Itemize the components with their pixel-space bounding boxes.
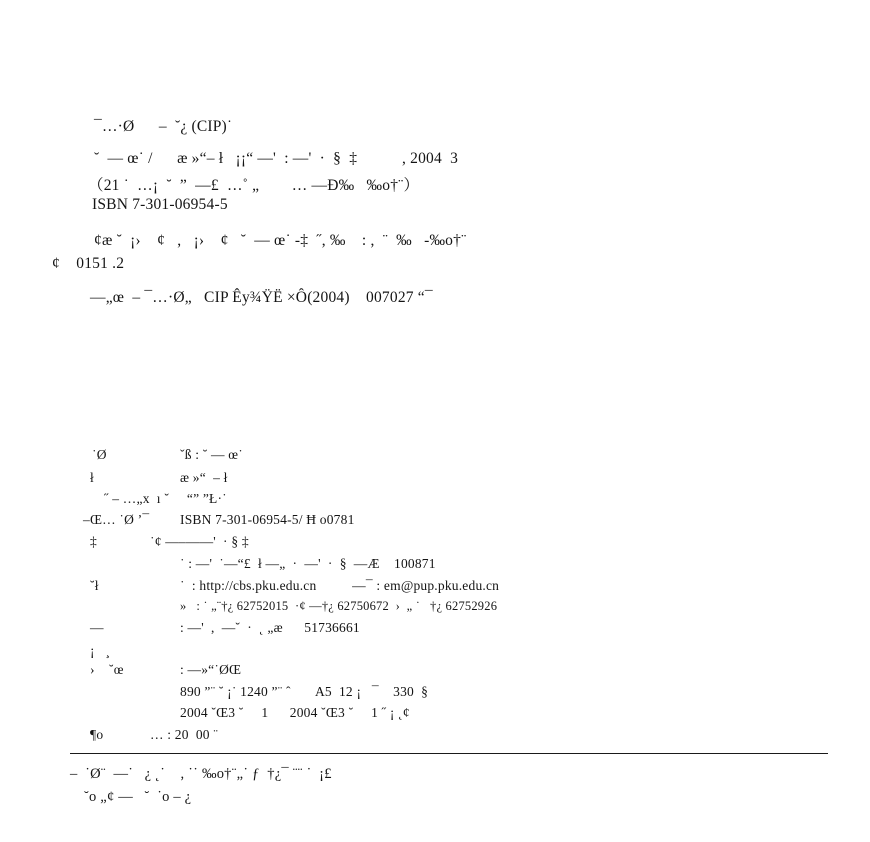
cip-isbn: ISBN 7-301-06954-5 (92, 196, 228, 213)
colophon-label: ˘ł (90, 578, 99, 593)
colophon-value-phones: » : ˙ „¨†¿ 62752015 ·¢ —†¿ 62750672 › „ ˙ †¿ 62752926 (180, 599, 498, 613)
cip-line-class: ¢ 0151 .2 (52, 255, 125, 272)
colophon-value-format: 890 ”¨ ˘ ¡˙ 1240 ”¨ ˆ A5 12 ¡ ¯ 330 § (180, 684, 429, 699)
colophon-value-edition: 2004 ˘Œ3 ˘ 1 2004 ˘Œ3 ˘ 1 ˝ ¡ ˛¢ (180, 705, 410, 720)
colophon-label: ‡ (90, 534, 97, 549)
footer-notice-line-1: – ˙Ø¨ —˙ ¿ ˛˙ , ˙˙ ‰o†¨„˙ ƒ †¿¯ ¨¨ ˙ ¡£ (70, 766, 332, 782)
colophon-value: ˝ – …„x ı ˘ “” ”Ł·˙ (104, 491, 227, 506)
colophon-value-web: ˙ : http://cbs.pku.edu.cn —¯ : em@pup.pku.edu.cn (180, 578, 500, 593)
colophon-label: — (90, 620, 104, 635)
cip-line-series: （21 ˙ …¡ ˘ ” —£ …˚ „ … —Ð‰ ‰o†¨） (88, 177, 420, 194)
cip-line-author: ˘ — œ˙ / æ »“– ł ¡¡“ —' : —' · § ‡ , 2004 3 (94, 150, 459, 167)
colophon-label: –Œ… ˙Ø ’¯ (83, 512, 150, 527)
footer-notice-line-2: ˘o „¢ — ˘ ˙o – ¿ (84, 789, 192, 805)
colophon-label: ł (90, 470, 94, 485)
colophon-label: ¡ ¸ (90, 643, 111, 658)
colophon-value-price: … : 20 00 ¨ (150, 727, 219, 742)
colophon-value-isbn: ISBN 7-301-06954-5/ Ħ o0781 (180, 512, 355, 527)
colophon-value-distributor: : —»“˙ØŒ (180, 662, 242, 677)
colophon-value: æ »“ – ł (180, 470, 228, 485)
colophon-value: ˇß : ˘ — œ˙ (180, 447, 243, 462)
cip-title: ¯…·Ø – ˘¿ (CIP)˙ (94, 118, 233, 135)
colophon-label: ¶o (90, 727, 104, 742)
cip-line-cip-number: —„œ – ¯…·Ø„ CIP Êy¾ŸË ×Ô(2004) 007027 “¯ (90, 289, 433, 306)
colophon-label: › ˘œ (90, 662, 124, 677)
colophon-value-address: ˙ : —' ˙—“£ ł —„ · —' · § —Æ 100871 (180, 556, 436, 571)
footer-divider (70, 753, 828, 754)
cip-line-subject: ¢æ ˘ ¡› ¢ , ¡› ¢ ˘ — œ˙ -‡ ˝, ‰ : , ¨ ‰ -‰o†¨ (94, 232, 467, 249)
colophon-label: ˙Ø (92, 447, 107, 462)
colophon-value: ˙¢ —–——' · § ‡ (150, 534, 249, 549)
colophon-value-printer: : —' , —˘ · ˛ „æ 51736661 (180, 620, 360, 635)
